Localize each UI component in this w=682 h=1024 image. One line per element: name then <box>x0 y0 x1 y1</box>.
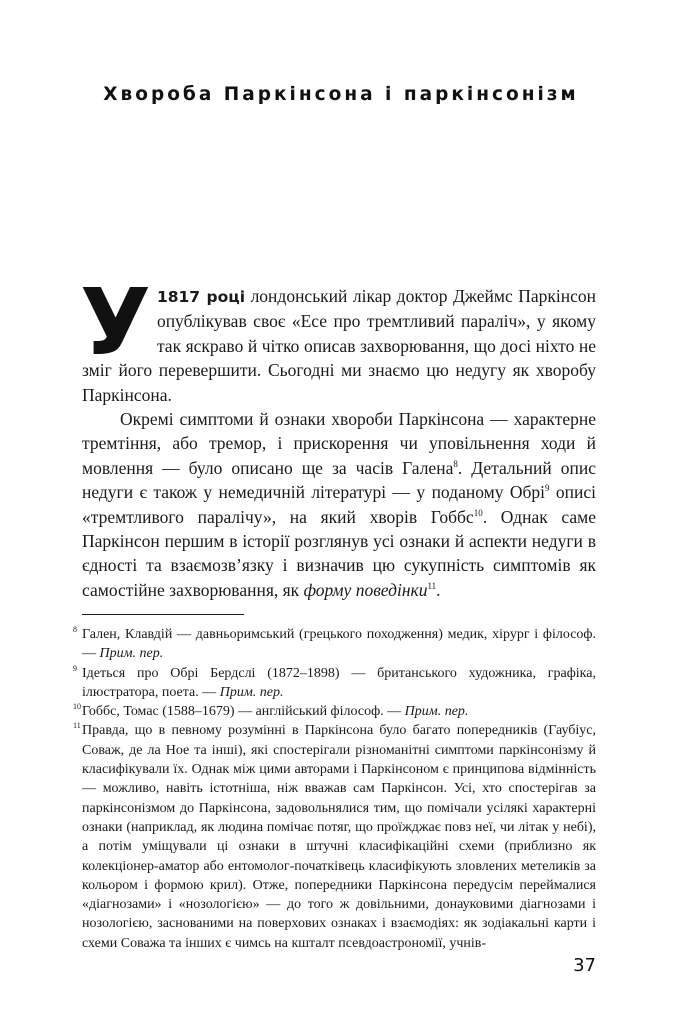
page-number: 37 <box>573 955 596 976</box>
paragraph-2-text-c: описі «тремтливого паралічу», на який хворів Гоббс <box>82 482 596 527</box>
paragraph-2-text-b: . Детальний опис недуги є також у немедичній літературі — у поданому Обрі <box>82 457 596 503</box>
footnote-number: 8 <box>73 625 77 634</box>
footnote-number: 11 <box>73 721 81 731</box>
emphasis-text: форму поведінки <box>303 579 428 600</box>
footnote-text: Правда, що в певному розумінні в Паркінсона було багато попередників (Гаубіус, Соваж, де ла Ное та інші), які спостерігали різноманітні симптоми паркінсонізму й класифікували їх. Однак між цими авторами і Паркінсоном є принципова відмінність — можливо, навіть істотніша, ніж вважав сам Паркінсон. Усі, хто спостерігав за паркінсонізмом до Паркінсона, задовольнялися тим, що помічали усілякі характерні ознаки (наприклад, як людина помічає потяг, що проїжджає повз неї, чи літак у небі), а потім уміщували ці ознаки в штучні класифікаційні схеми (приблизно як колекціонер-аматор або ентомолог-початківець класифікують зловлених метеликів за кольором і формою крил). Отже, попередники Паркінсона передусім переймалися «діагнозами» і «нозологією» — до того ж довільними, донауковими діагнозами і нозологією, заснованими на поверхових ознаках і взаємодіях: як зодіакальні карти і схеми Соважа та інших є чимсь на кшталт псевдоастрономії, учнів- <box>82 723 596 951</box>
paragraph-2-text-a: Окремі симптоми й ознаки хвороби Паркінсона — характерне тремтіння, або тремор, і прискорення чи уповільнення ходи й мовлення — було описано ще за часів Галена <box>82 409 596 478</box>
footnote-8 <box>73 625 596 664</box>
lead-in: 1817 році <box>156 288 246 306</box>
footnote-9 <box>73 663 596 703</box>
main-text <box>80 269 596 602</box>
footnote-tag: Прим. пер. <box>219 684 284 700</box>
drop-cap: У <box>80 269 151 376</box>
footnotes <box>73 625 596 953</box>
footnote-ref-11: 11 <box>427 581 437 592</box>
footnote-11 <box>73 721 596 953</box>
footnote-number: 10 <box>73 702 81 712</box>
paragraph-1-text: лондонський лікар доктор Джеймс Паркінсон опублікував своє «Есе про тремтливий параліч», у якому так яскраво й чітко описав захворювання, що досі ніхто не зміг його перевершити. Сьогодні ми знаємо цю недугу як хворобу Паркінсона. <box>82 286 596 405</box>
paragraph-2 <box>82 407 596 602</box>
footnote-tag: Прим. пер. <box>404 704 469 720</box>
paragraph-1 <box>80 269 596 407</box>
footnote-text: Гоббс, Томас (1588–1679) — англійський філософ. — <box>82 704 405 720</box>
footnote-tag: Прим. пер. <box>99 646 164 662</box>
footnote-10 <box>73 702 596 721</box>
footnote-ref-9: 9 <box>545 483 550 494</box>
footnote-text: Ідеться про Обрі Бердслі (1872–1898) — британського художника, графіка, ілюстратора, поета. — <box>82 665 596 700</box>
footnote-text: Гален, Клавдій — давньоримський (грецького походження) медик, хірург і філософ. — <box>82 627 596 662</box>
paragraph-2-text-d: . Однак саме Паркінсон першим в історії розглянув усі ознаки й аспекти недуги в єдності та взаємозв’язку і визначив цю сукупність симптомів як самостійне захворювання, як <box>82 506 596 600</box>
footnote-ref-10: 10 <box>473 507 483 518</box>
paragraph-2-text-e: . <box>436 579 441 600</box>
footnote-ref-8: 8 <box>453 459 458 470</box>
chapter-title: Хвороба Паркінсона і паркінсонізм <box>103 84 579 105</box>
footnote-divider <box>82 614 244 615</box>
footnote-number: 9 <box>73 663 77 673</box>
